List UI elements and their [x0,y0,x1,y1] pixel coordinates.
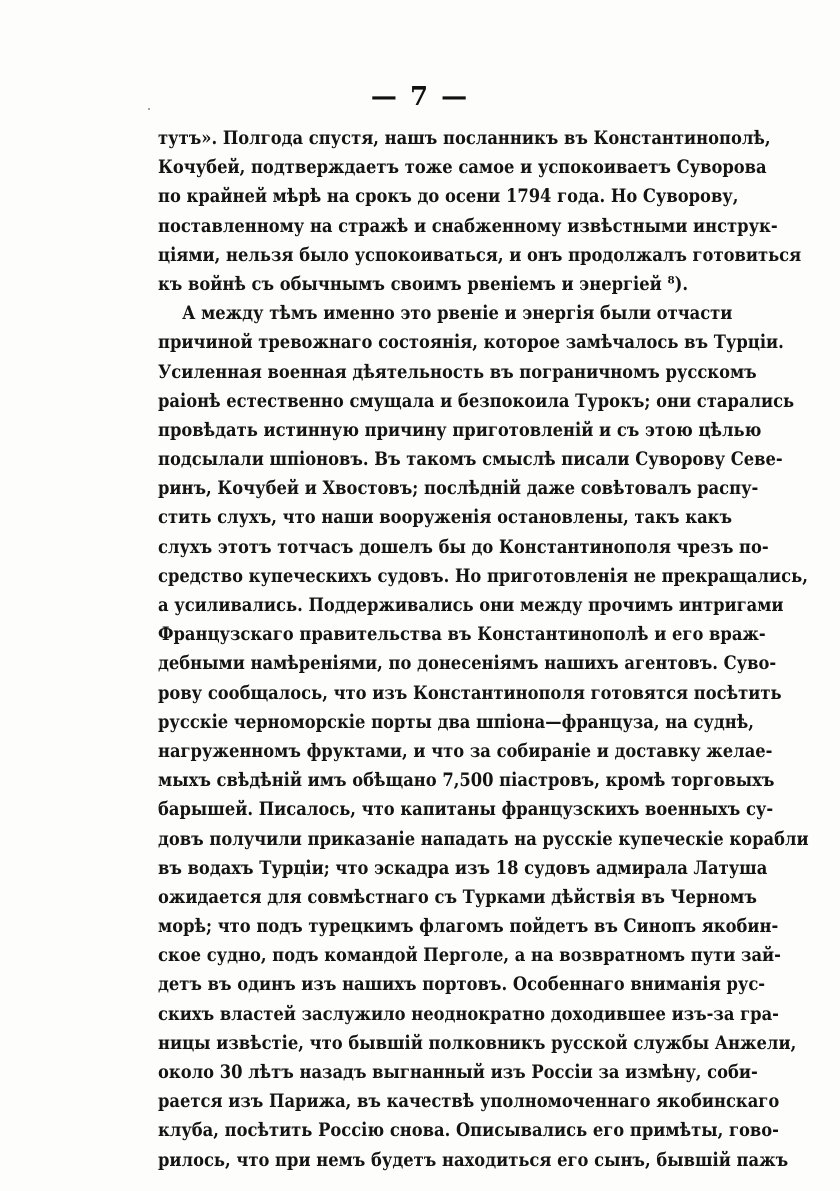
text-line: около 30 лѣтъ назадъ выгнанный изъ Россіи за измѣну, соби- [158,1061,758,1083]
text-line: въ водахъ Турціи; что эскадра изъ 18 судовъ адмирала Латуша [158,856,768,879]
text-line: дебными намѣреніями, по донесеніямъ нашихъ агентовъ. Суво- [158,652,777,675]
text-line: къ войнѣ съ обычнымъ своимъ рвеніемъ и энергіей ⁸). [158,272,689,295]
text-line: тутъ». Полгода спустя, нашъ посланникъ въ Константинополѣ, [158,127,771,149]
page-number: — 7 — [370,82,470,112]
text-line: ціями, нельзя было успокоиваться, и онъ продолжалъ готовиться [158,243,802,266]
text-line: скихъ властей заслужило неоднократно доходившее изъ-за гра- [158,1002,779,1025]
text-line: рову сообщалось, что изъ Константинополя готовятся посѣтить [158,681,782,704]
text-line: слухъ этотъ тотчасъ дошелъ бы до Константинополя чрезъ по- [158,535,769,558]
text-line: морѣ; что подъ турецкимъ флагомъ пойдетъ въ Синопъ якобин- [158,915,779,938]
text-line: а усиливались. Поддерживались они между прочимъ интригами [158,594,784,616]
text-line: русскіе черноморскіе порты два шпіона—француза, на суднѣ, [158,710,754,733]
text-line: рается изъ Парижа, въ качествѣ уполномоченнаго якобинскаго [158,1090,780,1113]
text-line: ожидается для совмѣстнаго съ Турками дѣйствія въ Черномъ [158,885,757,908]
body-text [158,124,809,1175]
text-line: барышей. Писалось, что капитаны французскихъ военныхъ су- [158,798,774,821]
text-line: Усиленная военная дѣятельность въ пограничномъ русскомъ [158,360,757,383]
text-line: средство купеческихъ судовъ. Но приготовленія не прекращались, [158,564,808,587]
text-line: нагруженномъ фруктами, и что за собираніе и доставку желае- [158,739,773,762]
text-line: подсылали шпіоновъ. Въ такомъ смыслѣ писали Суворову Севе- [158,448,783,471]
text-line: Французскаго правительства въ Константинополѣ и его враж- [158,623,766,646]
paragraph-start-line: А между тѣмъ именно это рвеніе и энергія были отчасти [182,302,733,325]
text-line: по крайней мѣрѣ на срокъ до осени 1794 года. Но Суворову, [158,185,739,208]
text-line: поставленному на стражѣ и снабженному извѣстными инструк- [158,214,778,237]
text-line: стить слухъ, что наши вооруженія остановлены, такъ какъ [158,506,732,529]
text-line: рилось, что при немъ будетъ находиться его сынъ, бывшій пажъ [158,1148,789,1171]
text-line: мыхъ свѣдѣній имъ обѣщано 7,500 піастровъ, кромѣ торговыхъ [158,769,775,792]
text-line: раіонѣ естественно смущала и безпокоила Турокъ; они старались [158,389,795,412]
text-line: ское судно, подъ командой Перголе, а на возвратномъ пути зай- [158,944,781,967]
text-line: провѣдать истинную причину приготовленій и съ этою цѣлью [158,418,762,441]
text-line: ринъ, Кочубей и Хвостовъ; послѣдній даже совѣтовалъ распу- [158,477,759,500]
text-line: детъ въ одинъ изъ нашихъ портовъ. Особеннаго вниманія рус- [158,973,766,996]
text-line: Кочубей, подтверждаетъ тоже самое и успокоиваетъ Суворова [158,156,767,179]
text-line: клуба, посѣтить Россію снова. Описывались его примѣты, гово- [158,1119,779,1142]
text-line: довъ получили приказаніе нападать на русскіе купеческіе корабли [158,827,809,850]
text-line: причиной тревожнаго состоянія, которое замѣчалось въ Турціи. [158,331,784,354]
text-line: ницы извѣстіе, что бывшій полковникъ русской службы Анжели, [158,1031,797,1054]
